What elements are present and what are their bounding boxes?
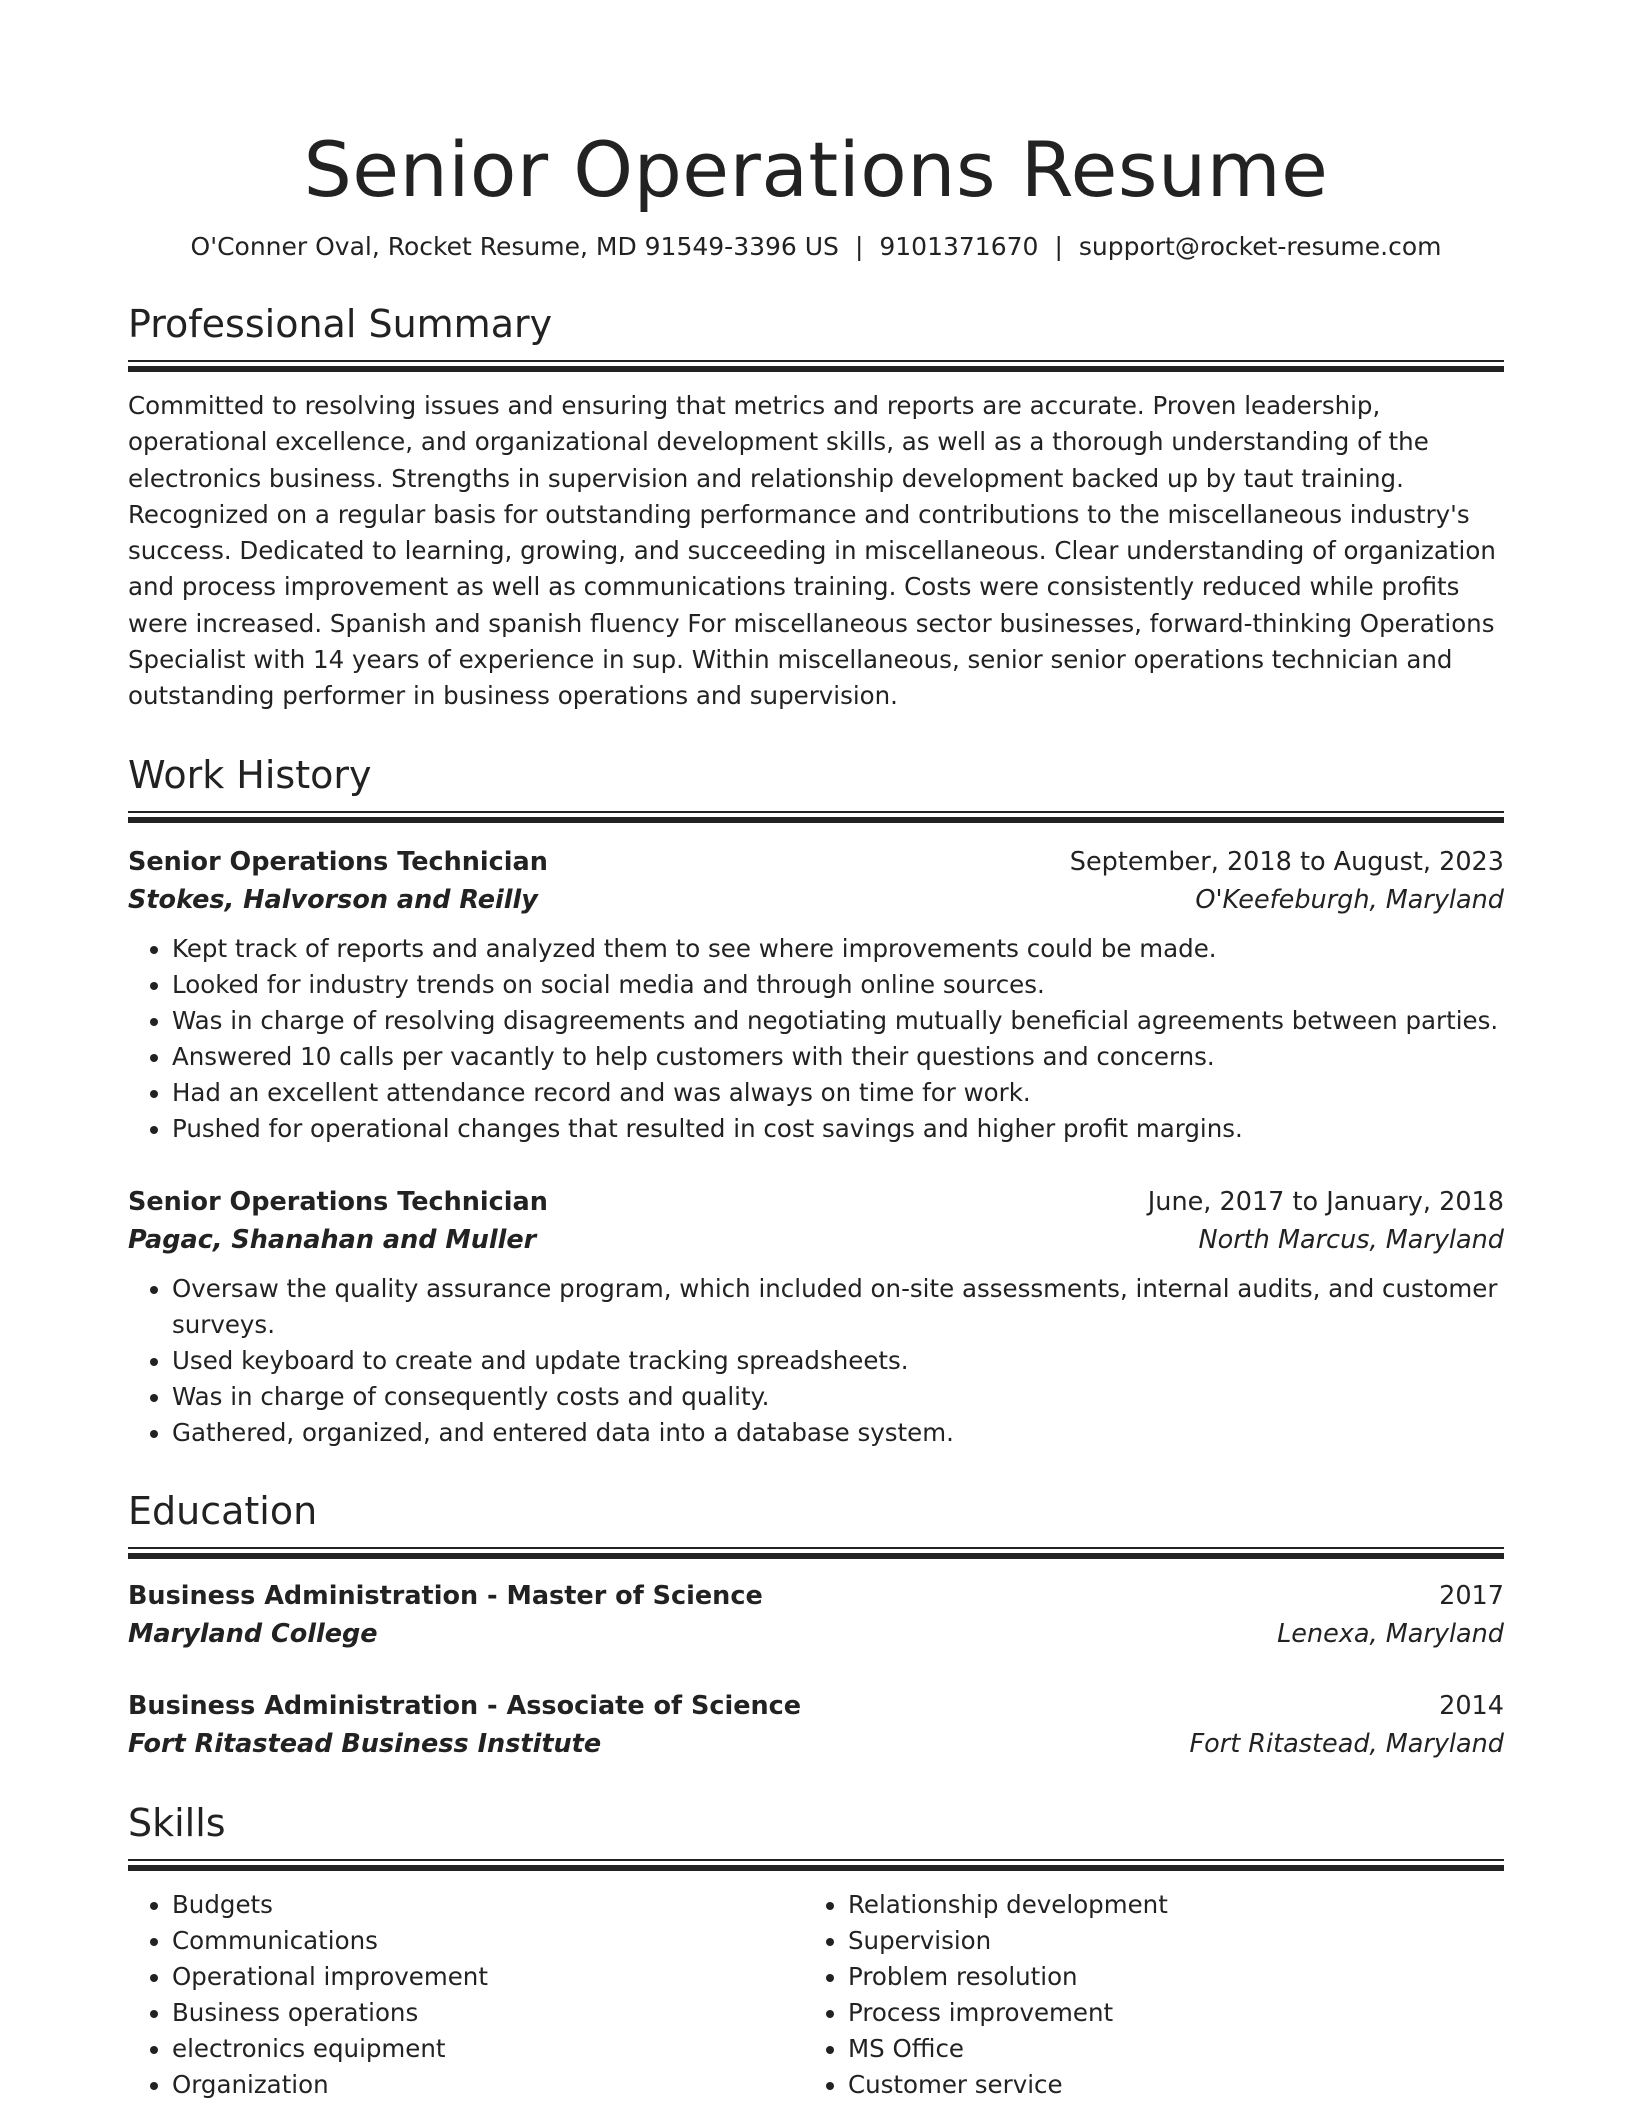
job-company-row (128, 1221, 1504, 1259)
job-bullet: • Had an excellent attendance record and was always on time for work. (172, 1075, 1504, 1111)
skill-item: • Communications (172, 1923, 804, 1959)
section-divider (128, 1547, 1504, 1559)
education-school-row (128, 1725, 1504, 1763)
job-title: Senior Operations Technician (128, 1186, 548, 1217)
job-entry (128, 843, 1504, 1147)
resume-title: Senior Operations Resume (303, 125, 1329, 214)
skill-item: • Business operations (172, 1995, 804, 2031)
skills-column-left (128, 1887, 804, 2103)
job-location: O'Keefeburgh, Maryland (1195, 884, 1504, 915)
contact-phone: 9101371670 (879, 232, 1039, 261)
job-dates: June, 2017 to January, 2018 (1147, 1186, 1504, 1217)
job-bullet: • Kept track of reports and analyzed them to see where improvements could be made. (172, 931, 1504, 967)
education-location: Fort Ritastead, Maryland (1189, 1728, 1504, 1759)
job-company: Stokes, Halvorson and Reilly (128, 884, 538, 915)
skill-item: • Operational improvement (172, 1959, 804, 1995)
job-bullet: • Gathered, organized, and entered data into a database system. (172, 1415, 1504, 1451)
section-heading-summary: Professional Summary (128, 302, 553, 346)
skill-item: • Organization (172, 2067, 804, 2103)
education-year: 2017 (1439, 1580, 1504, 1611)
contact-line (128, 230, 1504, 264)
work-history-section (128, 751, 1504, 1451)
education-degree: Business Administration - Associate of Science (128, 1690, 802, 1721)
job-bullets (128, 931, 1504, 1147)
job-header-row (128, 843, 1504, 881)
section-heading-skills: Skills (128, 1800, 226, 1845)
skills-column-right (804, 1887, 1504, 2103)
job-bullet: • Used keyboard to create and update tracking spreadsheets. (172, 1343, 1504, 1379)
education-section (128, 1487, 1504, 1763)
skill-item: • electronics equipment (172, 2031, 804, 2067)
education-entry (128, 1577, 1504, 1653)
contact-separator: | (854, 232, 864, 261)
job-bullet: • Was in charge of resolving disagreements and negotiating mutually beneficial agreements between parties. (172, 1003, 1504, 1039)
job-bullet: • Pushed for operational changes that resulted in cost savings and higher profit margins. (172, 1111, 1504, 1147)
job-bullet: • Was in charge of consequently costs and quality. (172, 1379, 1504, 1415)
section-divider (128, 811, 1504, 823)
education-school: Maryland College (128, 1618, 378, 1649)
summary-text: Committed to resolving issues and ensuring that metrics and reports are accurate. Proven leadership, operational excellence, and organizational development skills, as well as a thorough understanding of the electronics business. Strengths in supervision and relationship development backed up by taut training. Recognized on a regular basis for outstanding performance and contributions to the miscellaneous industry's success. Dedicated to learning, growing, and succeeding in miscellaneous. Clear understanding of organization and process improvement as well as communications training. Costs were consistently reduced while profits were increased. Spanish and spanish fluency For miscellaneous sector businesses, forward-thinking Operations Specialist with 14 years of experience in sup. Within miscellaneous, senior senior operations technician and outstanding performer in business operations and supervision. (128, 391, 1496, 711)
job-location: North Marcus, Maryland (1198, 1224, 1504, 1255)
contact-address: O'Conner Oval, Rocket Resume, MD 91549-3396 US (190, 232, 839, 261)
job-entry (128, 1183, 1504, 1451)
education-location: Lenexa, Maryland (1277, 1618, 1504, 1649)
skill-item: • Relationship development (848, 1887, 1504, 1923)
section-divider (128, 360, 1504, 372)
education-entry (128, 1687, 1504, 1763)
skill-item: • Process improvement (848, 1995, 1504, 2031)
skill-item: • Supervision (848, 1923, 1504, 1959)
section-heading-education: Education (128, 1488, 318, 1533)
summary-section (128, 300, 1504, 715)
job-bullet: • Looked for industry trends on social media and through online sources. (172, 967, 1504, 1003)
skills-section (128, 1799, 1504, 2103)
job-title: Senior Operations Technician (128, 846, 548, 877)
section-heading-work-history: Work History (128, 752, 372, 797)
contact-separator: | (1054, 232, 1063, 261)
education-year: 2014 (1439, 1690, 1504, 1721)
section-divider (128, 1859, 1504, 1871)
skill-item: • Problem resolution (848, 1959, 1504, 1995)
skill-item: • Customer service (848, 2067, 1504, 2103)
skills-grid (128, 1887, 1504, 2103)
education-school-row (128, 1615, 1504, 1653)
skill-item: • Budgets (172, 1887, 804, 1923)
job-bullet: • Oversaw the quality assurance program, which included on-site assessments, internal audits, and customer surveys. (172, 1271, 1504, 1343)
job-dates: September, 2018 to August, 2023 (1069, 846, 1504, 877)
education-header-row (128, 1687, 1504, 1725)
job-header-row (128, 1183, 1504, 1221)
contact-email: support@rocket-resume.com (1078, 232, 1442, 261)
job-company-row (128, 881, 1504, 919)
education-degree: Business Administration - Master of Science (128, 1580, 763, 1611)
education-header-row (128, 1577, 1504, 1615)
job-bullets (128, 1271, 1504, 1451)
education-school: Fort Ritastead Business Institute (128, 1728, 602, 1759)
job-company: Pagac, Shanahan and Muller (128, 1224, 537, 1255)
skill-item: • MS Office (848, 2031, 1504, 2067)
job-bullet: • Answered 10 calls per vacantly to help customers with their questions and concerns. (172, 1039, 1504, 1075)
